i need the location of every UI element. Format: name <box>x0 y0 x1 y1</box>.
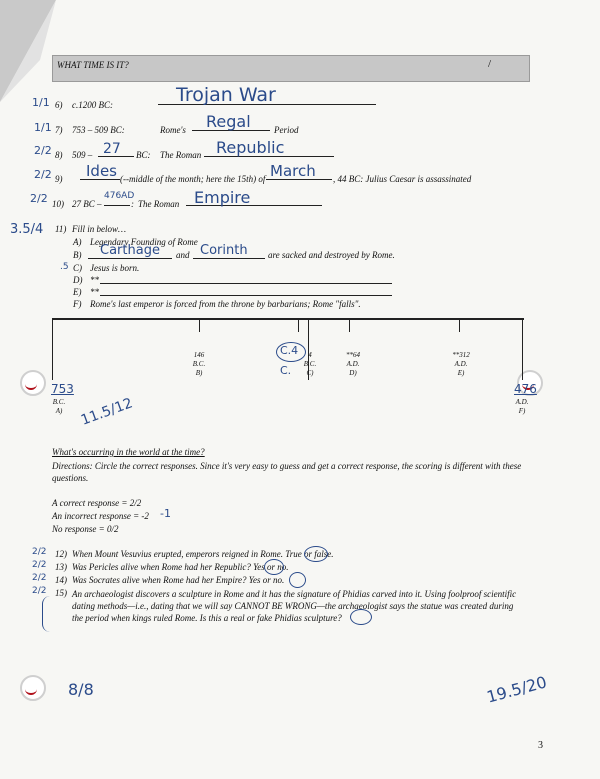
q15-text: An archaeologist discovers a sculpture in Rome and it has the signature of Phidias carved into it. Using foolproof scientific dating methods—i.e., dating that we will say CANNOT BE WRONG—the archaeologist says the statue was created during the period when kings ruled Rome. Is this a real or fake Phidias sculpture? <box>72 589 517 623</box>
q7-date: 753 – 509 BC: <box>72 125 125 135</box>
q10-date-tail: : <box>131 199 134 209</box>
timeline-right-tick <box>522 318 523 380</box>
timeline-f-era: A.D. <box>515 398 529 406</box>
q8-number: 8) <box>55 150 63 160</box>
q6-score: 1/1 <box>32 96 50 109</box>
timeline-c-hw-letter: C. <box>280 364 292 377</box>
q11-d-letter: D) <box>73 275 83 285</box>
q13-circle <box>264 559 284 575</box>
scoring-handwritten: -1 <box>160 507 171 520</box>
timeline-e-year: **312 <box>452 351 470 359</box>
timeline-c-circle <box>276 342 306 362</box>
q9-answer-1: Ides <box>86 162 117 180</box>
timeline-e-tick <box>459 318 460 332</box>
q12-score: 2/2 <box>32 547 47 557</box>
q11-e-blank <box>100 295 392 296</box>
score-bottom-left: 8/8 <box>68 680 94 699</box>
scoring-none: No response = 0/2 <box>52 524 119 534</box>
q7-post: Period <box>274 125 299 135</box>
q10-score: 2/2 <box>30 192 48 205</box>
timeline-score: 11.5/12 <box>78 395 135 429</box>
q15-circle <box>350 609 372 625</box>
punch-hole-top <box>20 370 46 396</box>
q11-b-answer-2: Corinth <box>200 243 248 258</box>
q11-b-answer-1: Carthage <box>100 243 160 258</box>
q8-score: 2/2 <box>34 144 52 157</box>
q11-c-letter: C) <box>73 263 82 273</box>
q8-date-tail: BC: <box>136 150 151 160</box>
q11-a-text: Legendary Founding of Rome <box>90 237 198 247</box>
timeline-a-era: B.C. <box>52 398 66 406</box>
q13-number: 13) <box>55 562 67 572</box>
q11-e-letter: E) <box>73 287 82 297</box>
q12-number: 12) <box>55 549 67 559</box>
timeline-a-label <box>50 398 68 416</box>
timeline-c-handwritten: C.4 <box>280 344 299 357</box>
q8-answer-date: 27 <box>103 141 121 157</box>
q6-date: c.1200 BC: <box>72 100 113 110</box>
q14-text: Was Socrates alive when Rome had her Empire? Yes or no. <box>72 575 285 585</box>
q6-answer: Trojan War <box>176 84 276 106</box>
q14-circle <box>289 572 306 588</box>
q11-b-blank-1 <box>88 258 172 259</box>
q13-text: Was Pericles alive when Rome had her Republic? Yes or no. <box>72 562 289 572</box>
q12-text: When Mount Vesuvius erupted, emperors reigned in Rome. True or false. <box>72 549 334 559</box>
q9-answer-2: March <box>270 162 316 180</box>
q10-pre: The Roman <box>138 199 180 209</box>
q14-score: 2/2 <box>32 573 47 583</box>
q10-answer-date: 476AD <box>104 191 135 201</box>
timeline-c-year: 4 <box>308 351 312 359</box>
q13-score: 2/2 <box>32 560 47 570</box>
q11-number: 11) <box>55 224 67 234</box>
folded-corner <box>0 0 60 110</box>
world-heading: What's occurring in the world at the time? <box>52 447 205 457</box>
scoring-correct: A correct response = 2/2 <box>52 498 142 508</box>
q11-c-text: Jesus is born. <box>90 263 140 273</box>
timeline-a-letter: A) <box>55 407 63 415</box>
timeline-e-era: A.D. <box>454 360 468 368</box>
q9-score: 2/2 <box>34 168 52 181</box>
q11-c-score: .5 <box>60 262 69 272</box>
q11-f-text: Rome's last emperor is forced from the throne by barbarians; Rome "falls". <box>90 299 361 309</box>
q10-date: 27 BC – <box>72 199 102 209</box>
timeline-b-year: 146 <box>193 351 205 359</box>
q7-answer: Regal <box>206 112 251 131</box>
timeline-d-letter: D) <box>349 369 357 377</box>
timeline-d-era: A.D. <box>346 360 360 368</box>
q8-pre: The Roman <box>160 150 202 160</box>
q11-e-text: ** <box>90 287 99 297</box>
q11-b-mid: and <box>176 250 190 260</box>
q10-number: 10) <box>52 199 64 209</box>
q15-score: 2/2 <box>32 586 47 596</box>
q7-score: 1/1 <box>34 121 52 134</box>
q14-number: 14) <box>55 575 67 585</box>
timeline-e-letter: E) <box>457 369 465 377</box>
q7-number: 7) <box>55 125 63 135</box>
timeline-f-label <box>512 398 532 416</box>
q12-circle <box>304 546 328 562</box>
q15-number: 15) <box>55 588 67 598</box>
timeline-left-tick <box>52 318 53 380</box>
world-directions: Directions: Circle the correct responses. Since it's very easy to guess and get a correct response, the scoring is different with these questions. <box>52 461 522 483</box>
q7-pre: Rome's <box>160 125 186 135</box>
timeline-b-letter: B) <box>195 369 203 377</box>
q10-date-blank <box>104 205 130 206</box>
score-bottom-right: 19.5/20 <box>484 672 549 707</box>
header-page-code: / <box>487 58 491 70</box>
q10-answer: Empire <box>194 188 251 207</box>
q11-heading: Fill in below… <box>72 224 126 234</box>
header-bar <box>52 55 530 82</box>
q11-f-letter: F) <box>73 299 82 309</box>
timeline-d-label <box>340 351 366 378</box>
q11-d-blank <box>100 283 392 284</box>
q15-bracket <box>42 596 53 632</box>
timeline-e-label <box>447 351 475 378</box>
timeline-a-handwritten-year: 753 <box>51 382 74 396</box>
timeline-f-letter: F) <box>518 407 526 415</box>
timeline-d-tick <box>349 318 350 332</box>
q11-b-blank-2 <box>193 258 265 259</box>
timeline-d-year: **64 <box>346 351 360 359</box>
q9-number: 9) <box>55 174 63 184</box>
q9-text-2: , 44 BC: Julius Caesar is assassinated <box>333 174 472 184</box>
scoring-incorrect: An incorrect response = -2 <box>52 511 149 521</box>
header-title: WHAT TIME IS IT? <box>57 60 129 70</box>
punch-hole-bottom <box>20 675 46 701</box>
timeline-c-era: B.C. <box>303 360 317 368</box>
timeline-b-era: B.C. <box>192 360 206 368</box>
q11-score: 3.5/4 <box>10 222 44 237</box>
timeline-f-handwritten-year: 476 <box>514 382 537 396</box>
timeline-b-tick <box>199 318 200 332</box>
page-number: 3 <box>538 740 543 751</box>
q11-b-text: are sacked and destroyed by Rome. <box>268 250 395 260</box>
timeline-c-tick <box>298 318 299 332</box>
q11-b-letter: B) <box>73 250 82 260</box>
q11-d-text: ** <box>90 275 99 285</box>
timeline-bar <box>52 318 524 320</box>
q11-a-letter: A) <box>73 237 82 247</box>
timeline-b-label <box>187 351 211 378</box>
timeline-c-letter: C) <box>306 369 314 377</box>
q6-number: 6) <box>55 100 63 110</box>
q9-text-1: (--middle of the month; here the 15th) of <box>120 174 266 184</box>
q8-answer: Republic <box>216 138 285 157</box>
q8-date: 509 – <box>72 150 93 160</box>
